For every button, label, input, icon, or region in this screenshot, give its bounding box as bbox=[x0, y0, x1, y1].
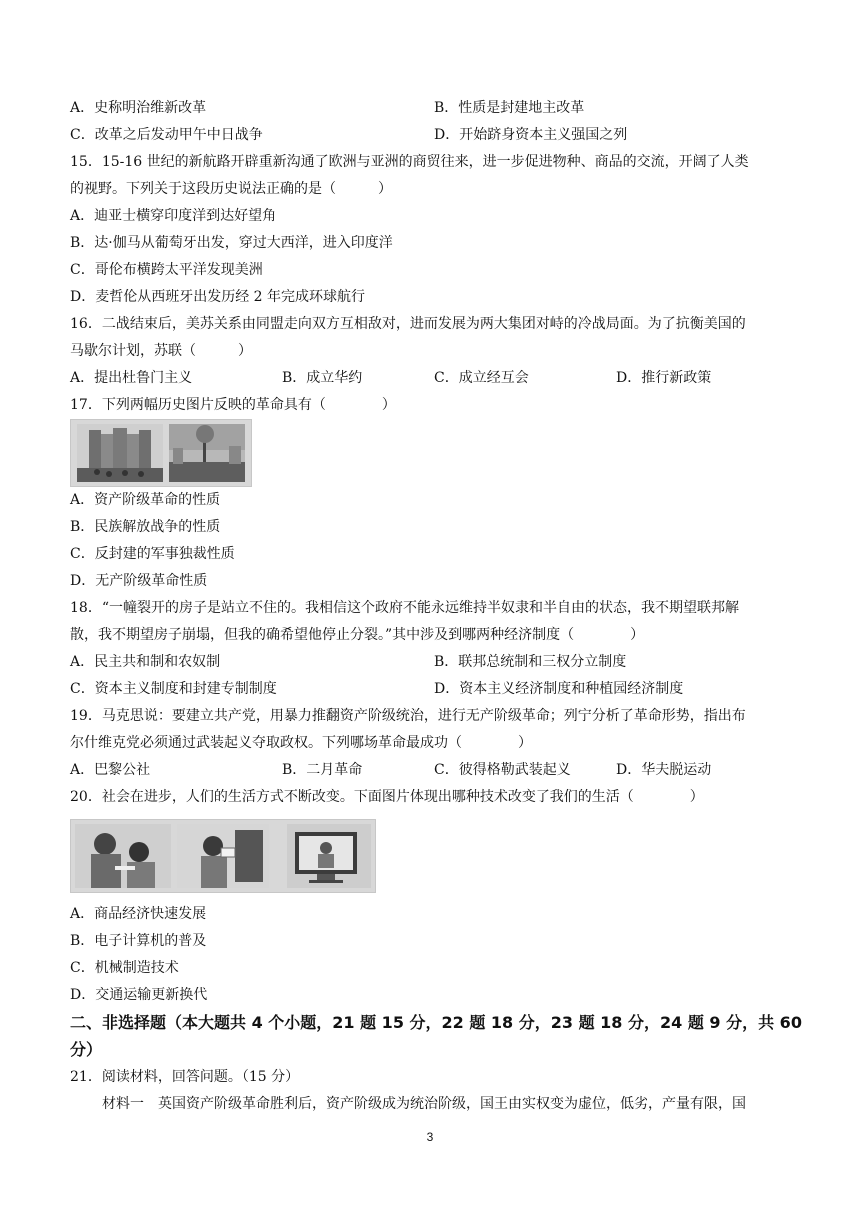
q16-stem-line1: 16．二战结束后，美苏关系由同盟走向双方互相敌对，进而发展为两大集团对峙的冷战局面。为了抗衡美国的 bbox=[70, 316, 746, 332]
q14-option-a: A．史称明治维新改革 bbox=[70, 100, 207, 116]
q19-option-d: D．华夫脱运动 bbox=[616, 762, 712, 778]
q14-option-d: D．开始跻身资本主义强国之列 bbox=[434, 127, 628, 143]
q15-stem-line2: 的视野。下列关于这段历史说法正确的是（ ） bbox=[70, 181, 392, 197]
q20-stem: 20．社会在进步，人们的生活方式不断改变。下面图片体现出哪种技术改变了我们的生活（ ） bbox=[70, 789, 704, 805]
q18-option-c: C．资本主义制度和封建专制制度 bbox=[70, 681, 277, 697]
q17-stem: 17．下列两幅历史图片反映的革命具有（ ） bbox=[70, 397, 396, 413]
people-image-1 bbox=[75, 824, 171, 888]
q20-technology-images bbox=[70, 819, 376, 893]
q20-option-b: B．电子计算机的普及 bbox=[70, 933, 207, 949]
crowd-illustration bbox=[169, 424, 245, 482]
q20-option-d: D．交通运输更新换代 bbox=[70, 987, 208, 1003]
q20-option-c: C．机械制造技术 bbox=[70, 960, 179, 976]
q17-historical-images bbox=[70, 419, 252, 487]
q14-option-b: B．性质是封建地主改革 bbox=[434, 100, 585, 116]
q15-option-b: B．达·伽马从葡萄牙出发，穿过大西洋，进入印度洋 bbox=[70, 235, 393, 251]
q21-material-line1: 材料一 英国资产阶级革命胜利后，资产阶级成为统治阶级，国王由实权变为虚位，低劣，产量有限，国 bbox=[102, 1096, 746, 1112]
q14-option-c: C．改革之后发动甲午中日战争 bbox=[70, 127, 263, 143]
q16-option-d: D．推行新政策 bbox=[616, 370, 712, 386]
q16-stem-line2: 马歇尔计划，苏联（ ） bbox=[70, 343, 252, 359]
q19-stem-line2: 尔什维克党必须通过武装起义夺取政权。下列哪场革命最成功（ ） bbox=[70, 735, 532, 751]
q16-option-b: B．成立华约 bbox=[282, 370, 363, 386]
q15-option-c: C．哥伦布横跨太平洋发现美洲 bbox=[70, 262, 263, 278]
q18-option-d: D．资本主义经济制度和种植园经济制度 bbox=[434, 681, 684, 697]
q18-stem-line1: 18．“一幢裂开的房子是站立不住的。我相信这个政府不能永远维持半奴隶和半自由的状态，我不期望联邦解 bbox=[70, 600, 739, 616]
crowd-image bbox=[169, 424, 245, 482]
q19-option-c: C．彼得格勒武装起义 bbox=[434, 762, 571, 778]
people-illustration bbox=[75, 824, 171, 888]
q15-option-d: D．麦哲伦从西班牙出发历经 2 年完成环球航行 bbox=[70, 289, 366, 305]
q17-option-b: B．民族解放战争的性质 bbox=[70, 519, 221, 535]
card-payment-image bbox=[177, 824, 269, 888]
q21-stem: 21．阅读材料，回答问题。（15 分） bbox=[70, 1069, 300, 1085]
q16-option-c: C．成立经互会 bbox=[434, 370, 529, 386]
q18-option-b: B．联邦总统制和三权分立制度 bbox=[434, 654, 627, 670]
page-number: 3 bbox=[426, 1130, 434, 1144]
q19-option-a: A．巴黎公社 bbox=[70, 762, 151, 778]
q19-option-b: B．二月革命 bbox=[282, 762, 363, 778]
fortress-illustration bbox=[77, 424, 163, 482]
q15-stem-line1: 15．15-16 世纪的新航路开辟重新沟通了欧洲与亚洲的商贸往来，进一步促进物种、商品的交流，开阔了人类 bbox=[70, 154, 749, 170]
q20-option-a: A．商品经济快速发展 bbox=[70, 906, 207, 922]
computer-video-image bbox=[287, 824, 371, 888]
section2-heading-line1: 二、非选择题（本大题共 4 个小题，21 题 15 分，22 题 18 分，23 题 18 分，24 题 9 分，共 60 bbox=[70, 1013, 802, 1032]
q18-stem-line2: 散，我不期望房子崩塌，但我的确希望他停止分裂。”其中涉及到哪两种经济制度（ ） bbox=[70, 627, 645, 643]
q17-option-d: D．无产阶级革命性质 bbox=[70, 573, 208, 589]
q19-stem-line1: 19．马克思说：要建立共产党，用暴力推翻资产阶级统治，进行无产阶级革命；列宁分析了革命形势，指出布 bbox=[70, 708, 746, 724]
computer-illustration bbox=[287, 824, 371, 888]
bastille-image bbox=[77, 424, 163, 482]
q17-option-c: C．反封建的军事独裁性质 bbox=[70, 546, 235, 562]
q17-option-a: A．资产阶级革命的性质 bbox=[70, 492, 221, 508]
payment-illustration bbox=[177, 824, 269, 888]
section2-heading-line2: 分） bbox=[70, 1040, 103, 1059]
q16-option-a: A．提出杜鲁门主义 bbox=[70, 370, 193, 386]
q15-option-a: A．迪亚士横穿印度洋到达好望角 bbox=[70, 208, 277, 224]
q18-option-a: A．民主共和制和农奴制 bbox=[70, 654, 221, 670]
